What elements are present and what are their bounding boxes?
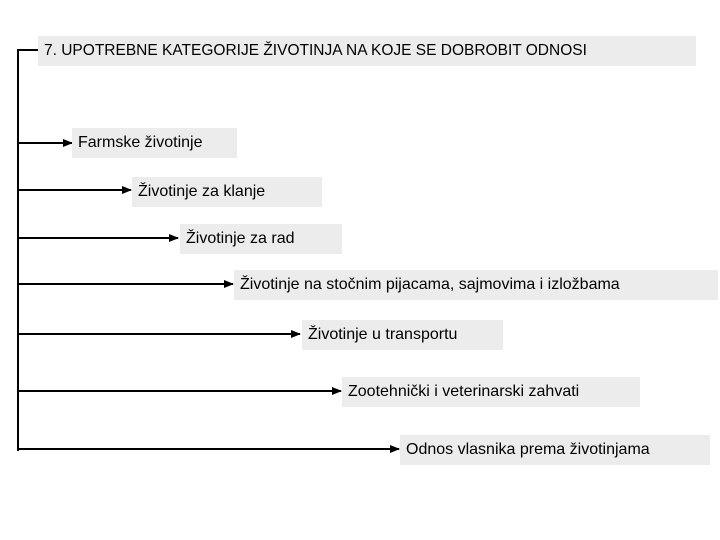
diagram-title: 7. UPOTREBNE KATEGORIJE ŽIVOTINJA NA KOJE SE DOBROBIT ODNOSI bbox=[38, 36, 696, 66]
category-box-2: Životinje za klanje bbox=[132, 177, 322, 207]
category-box-6: Zootehnički i veterinarski zahvati bbox=[342, 377, 640, 407]
category-box-7: Odnos vlasnika prema životinjama bbox=[400, 435, 710, 465]
category-box-1: Farmske životinje bbox=[72, 128, 237, 158]
category-box-4: Životinje na stočnim pijacama, sajmovima i izložbama bbox=[234, 270, 718, 300]
category-box-5: Životinje u transportu bbox=[302, 320, 503, 350]
category-box-3: Životinje za rad bbox=[180, 224, 342, 254]
